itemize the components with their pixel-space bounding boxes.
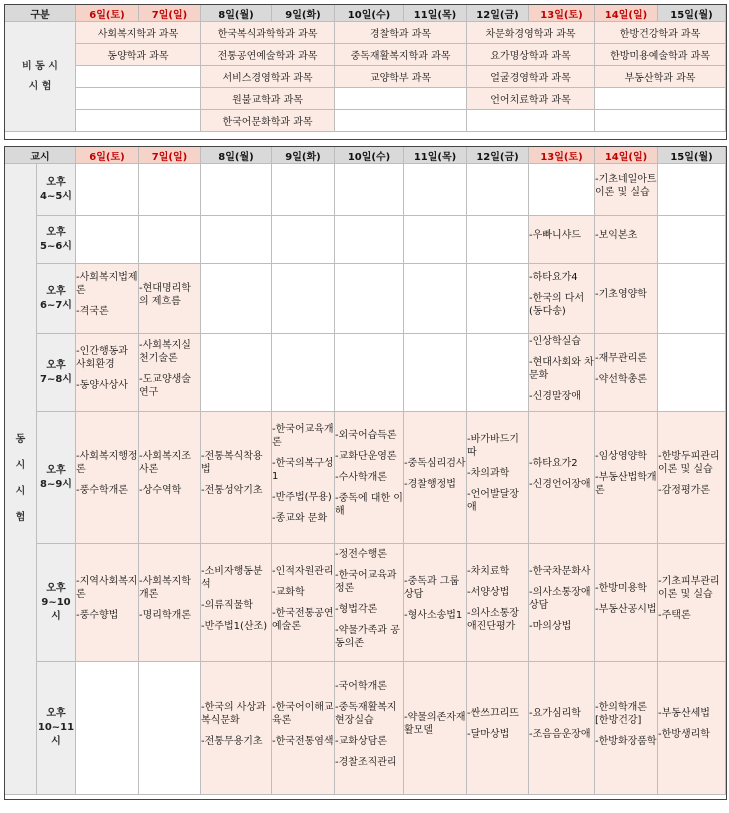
schedule-cell [201, 544, 272, 662]
course-item: -한국의 사상과 복식문화 [201, 701, 266, 726]
time-slot-label: 오후 7~8시 [37, 334, 76, 412]
schedule-cell [467, 662, 529, 795]
time-slot-label: 오후 8~9시 [37, 412, 76, 544]
schedule-cell [595, 264, 658, 334]
empty-cell [76, 88, 201, 110]
course-item: -형법각론 [335, 603, 378, 615]
empty-cell [201, 164, 272, 216]
async-subject-cell: 부동산학과 과목 [595, 66, 726, 88]
empty-cell [335, 88, 467, 110]
sync-exam-label: 동 시 시 험 [5, 164, 37, 795]
schedule-cell [139, 544, 201, 662]
empty-cell [658, 216, 726, 264]
schedule-cell [335, 544, 404, 662]
course-item: -감정평가론 [658, 485, 710, 496]
schedule-cell [272, 412, 335, 544]
schedule-cell [658, 412, 726, 544]
course-item: -사회복지조사론 [139, 451, 191, 475]
empty-cell [467, 264, 529, 334]
course-item: -지역사회복지론 [76, 576, 138, 600]
course-item: -형사소송법1 [404, 610, 463, 621]
schedule-cell [595, 544, 658, 662]
course-item: -사회복지법제론 [76, 272, 138, 296]
course-item: -풍수학개론 [76, 485, 128, 496]
course-item: -상수역학 [139, 485, 182, 496]
course-item: -풍수향법 [76, 610, 119, 621]
time-slot-label: 오후 6~7시 [37, 264, 76, 334]
course-item: -달마상법 [467, 729, 510, 740]
empty-cell [658, 264, 726, 334]
course-item: -중독에 대한 이해 [335, 493, 403, 517]
schedule-cell [139, 334, 201, 412]
async-subject-cell: 얼굴경영학과 과목 [467, 66, 595, 88]
empty-cell [595, 110, 726, 132]
empty-cell [139, 216, 201, 264]
async-subject-cell: 서비스경영학과 과목 [201, 66, 335, 88]
empty-cell [529, 164, 595, 216]
course-item: -한국전통공연예술론 [272, 607, 334, 632]
async-subject-cell: 한국복식과학학과 과목 [201, 22, 335, 44]
time-slot-label: 오후 9~10시 [37, 544, 76, 662]
empty-cell [467, 334, 529, 412]
schedule-cell [76, 334, 139, 412]
course-item: -주택론 [658, 610, 691, 621]
course-item: -전통성악기초 [201, 485, 263, 496]
async-subject-cell: 한방건강학과 과목 [595, 22, 726, 44]
async-row [5, 110, 726, 132]
course-item: -의사소통장애상담 [529, 586, 591, 611]
course-item: -정전수행론 [335, 548, 387, 560]
schedule-cell [201, 412, 272, 544]
schedule-cell [595, 412, 658, 544]
schedule-cell [139, 412, 201, 544]
day-header: 7일(일) [139, 147, 201, 164]
course-item: -중독심리검사 [404, 457, 466, 469]
empty-cell [201, 216, 272, 264]
day-header: 12일(금) [467, 5, 529, 22]
day-header: 9일(화) [272, 147, 335, 164]
course-item: -한국어교육과정론 [335, 569, 397, 594]
course-item: -부동산법학개론 [595, 472, 657, 496]
corner-label: 구분 [5, 5, 76, 22]
course-item: -약선학총론 [595, 373, 647, 385]
course-item: -반주법1(산조) [201, 620, 268, 632]
schedule-cell [335, 662, 404, 795]
day-header: 14일(일) [595, 5, 658, 22]
schedule-cell [658, 544, 726, 662]
schedule-cell [529, 412, 595, 544]
schedule-cell [467, 412, 529, 544]
course-item: -명리학개론 [139, 610, 191, 621]
time-slot-row [5, 164, 726, 216]
async-subject-cell: 원불교학과 과목 [201, 88, 335, 110]
course-item: -소비자행동분석 [201, 565, 263, 590]
course-item: -동양사상사 [76, 380, 128, 391]
header-row [5, 147, 726, 164]
schedule-cell [404, 544, 467, 662]
time-slot-label: 오후 10~11시 [37, 662, 76, 795]
empty-cell [404, 164, 467, 216]
schedule-cell [529, 544, 595, 662]
course-item: -경찰행정법 [404, 478, 456, 490]
course-item: -인간행동과 사회환경 [76, 346, 128, 370]
course-item: -한국어교육개론 [272, 423, 334, 448]
schedule-cell [595, 334, 658, 412]
empty-cell [272, 164, 335, 216]
course-item: -한국전통염색 [272, 735, 334, 747]
course-item: -한국의복구성1 [272, 457, 334, 482]
empty-cell [272, 216, 335, 264]
course-item: -교화학 [272, 586, 305, 598]
course-item: -차치료학 [467, 565, 510, 577]
schedule-cell [76, 544, 139, 662]
course-item: -인상학실습 [529, 335, 581, 347]
course-item: -인적자원관리 [272, 565, 334, 577]
corner-label: 교시 [5, 147, 76, 164]
time-slot-row [5, 334, 726, 412]
time-slot-row [5, 216, 726, 264]
course-item: -경찰조직관리 [335, 756, 397, 768]
schedule-cell [404, 662, 467, 795]
course-item: -언어발달장애 [467, 489, 519, 513]
course-item: -마의상법 [529, 620, 572, 632]
course-item: -사회복지실천기술론 [139, 339, 191, 364]
async-exam-table [4, 4, 726, 144]
time-slot-row [5, 412, 726, 544]
async-subject-cell: 차문화경영학과 과목 [467, 22, 595, 44]
schedule-cell [272, 544, 335, 662]
day-header: 8일(월) [201, 5, 272, 22]
empty-cell [404, 334, 467, 412]
empty-cell [76, 216, 139, 264]
course-item: -국어학개론 [335, 680, 387, 692]
course-item: -임상영양학 [595, 451, 647, 462]
course-item: -한방생리학 [658, 729, 710, 740]
async-row [5, 66, 726, 88]
empty-cell [335, 216, 404, 264]
course-item: -외국어습득론 [335, 430, 397, 441]
course-item: -기초피부관리 이론 및 실습 [658, 576, 720, 600]
schedule-cell [595, 216, 658, 264]
schedule-cell [201, 662, 272, 795]
course-item: -전통무용기초 [201, 735, 263, 747]
course-item: -교화상담론 [335, 735, 387, 747]
course-item: -하타요가2 [529, 457, 578, 469]
course-item: -기초네일아트이론 및 실습 [595, 173, 657, 198]
async-subject-cell: 동양학과 과목 [76, 44, 201, 66]
course-item: -부동산세법 [658, 708, 710, 719]
day-header: 6일(토) [76, 5, 139, 22]
empty-cell [139, 662, 201, 795]
day-header: 7일(일) [139, 5, 201, 22]
course-item: -격국론 [76, 306, 109, 317]
schedule-cell [272, 662, 335, 795]
course-item: -한국의 다서(동다송) [529, 293, 585, 317]
course-item: -현대명리학의 제흐름 [139, 282, 191, 307]
day-header: 12일(금) [467, 147, 529, 164]
async-row [5, 88, 726, 110]
async-subject-cell: 요가명상학과 과목 [467, 44, 595, 66]
async-subject-cell: 한국어문화학과 과목 [201, 110, 335, 132]
schedule-cell [658, 662, 726, 795]
async-subject-cell: 언어치료학과 과목 [467, 88, 595, 110]
course-item: -교화단운영론 [335, 451, 397, 462]
schedule-cell [529, 334, 595, 412]
day-header: 13일(토) [529, 5, 595, 22]
course-item: -한국차문화사 [529, 565, 591, 577]
empty-cell [658, 164, 726, 216]
async-exam-label: 비 동 시 시 험 [5, 22, 76, 132]
day-header: 6일(토) [76, 147, 139, 164]
schedule-cell [76, 264, 139, 334]
empty-cell [335, 264, 404, 334]
course-item: -수사학개론 [335, 472, 387, 483]
time-slot-row [5, 264, 726, 334]
sync-exam-table [4, 146, 726, 795]
schedule-cell [335, 412, 404, 544]
course-item: -중독과 그룹상담 [404, 576, 460, 600]
course-item: -바가바드기따 [467, 434, 519, 458]
empty-cell [201, 334, 272, 412]
course-item: -중독재활복지현장실습 [335, 701, 397, 726]
day-header: 15일(월) [658, 147, 726, 164]
async-subject-cell: 중독재활복지학과 과목 [335, 44, 467, 66]
course-item: -요가심리학 [529, 708, 581, 719]
day-header: 14일(일) [595, 147, 658, 164]
empty-cell [201, 264, 272, 334]
async-spacer-row [5, 132, 726, 144]
course-item: -싼쓰끄리뜨 [467, 708, 519, 719]
course-item: -의사소통장애진단평가 [467, 607, 519, 632]
async-subject-cell: 전통공연예술학과 과목 [201, 44, 335, 66]
day-header: 10일(수) [335, 147, 404, 164]
course-item: -의류직물학 [201, 599, 253, 611]
empty-cell [404, 216, 467, 264]
course-item: -기초영양학 [595, 289, 647, 300]
empty-cell [76, 164, 139, 216]
day-header: 8일(월) [201, 147, 272, 164]
day-header: 15일(월) [658, 5, 726, 22]
schedule-cell [595, 164, 658, 216]
course-item: -사회복지학개론 [139, 576, 191, 600]
course-item: -보익본초 [595, 230, 638, 241]
empty-cell [272, 264, 335, 334]
schedule-cell [404, 412, 467, 544]
async-row [5, 44, 726, 66]
course-item: -차의과학 [467, 468, 510, 479]
course-item: -약물가족과 공동의존 [335, 624, 400, 649]
header-row [5, 5, 726, 22]
course-item: -한방두피관리이론 및 실습 [658, 451, 720, 475]
course-item: -현대사회와 차문화 [529, 356, 594, 381]
empty-cell [335, 334, 404, 412]
course-item: -우빠니샤드 [529, 230, 581, 241]
course-item: -사회복지행정론 [76, 451, 138, 475]
empty-cell [467, 164, 529, 216]
schedule-cell [595, 662, 658, 795]
schedule-cell [139, 264, 201, 334]
course-item: -반주법(무용) [272, 491, 332, 503]
empty-cell [335, 164, 404, 216]
course-item: -신경언어장애 [529, 478, 591, 490]
async-row [5, 22, 726, 44]
empty-cell [658, 334, 726, 412]
course-item: -재무관리론 [595, 352, 647, 364]
course-item: -약물의존자재활모델 [404, 712, 466, 736]
course-item: -한의학개론[한방건강] [595, 701, 647, 726]
course-item: -서양상법 [467, 586, 510, 598]
day-header: 13일(토) [529, 147, 595, 164]
async-subject-cell: 한방미용예술학과 과목 [595, 44, 726, 66]
day-header: 11일(목) [404, 5, 467, 22]
course-item: -부동산공시법 [595, 603, 657, 615]
empty-cell [404, 264, 467, 334]
day-header: 11일(목) [404, 147, 467, 164]
empty-cell [335, 110, 467, 132]
course-item: -한국어이해교육론 [272, 701, 334, 726]
empty-cell [467, 216, 529, 264]
empty-cell [595, 88, 726, 110]
schedule-cell [467, 544, 529, 662]
course-item: -신경말장애 [529, 390, 581, 402]
course-item: -한방미용학 [595, 582, 647, 594]
async-subject-cell: 경찰학과 과목 [335, 22, 467, 44]
time-slot-row [5, 662, 726, 795]
empty-cell [76, 110, 201, 132]
schedule-cell [529, 662, 595, 795]
course-item: -한방화장품학 [595, 735, 657, 747]
course-item: -종교와 문화 [272, 512, 328, 524]
time-slot-label: 오후 5~6시 [37, 216, 76, 264]
empty-cell [467, 110, 595, 132]
empty-cell [139, 164, 201, 216]
course-item: -도교양생술연구 [139, 373, 191, 398]
course-item: -전통복식착용법 [201, 451, 263, 475]
course-item: -하타요가4 [529, 272, 578, 283]
empty-cell [76, 66, 201, 88]
day-header: 10일(수) [335, 5, 404, 22]
async-subject-cell: 사회복지학과 과목 [76, 22, 201, 44]
empty-cell [272, 334, 335, 412]
day-header: 9일(화) [272, 5, 335, 22]
empty-cell [76, 662, 139, 795]
time-slot-label: 오후 4~5시 [37, 164, 76, 216]
schedule-cell [529, 216, 595, 264]
async-subject-cell: 교양학부 과목 [335, 66, 467, 88]
time-slot-row [5, 544, 726, 662]
schedule-cell [76, 412, 139, 544]
schedule-cell [529, 264, 595, 334]
course-item: -조음음운장애 [529, 729, 591, 740]
